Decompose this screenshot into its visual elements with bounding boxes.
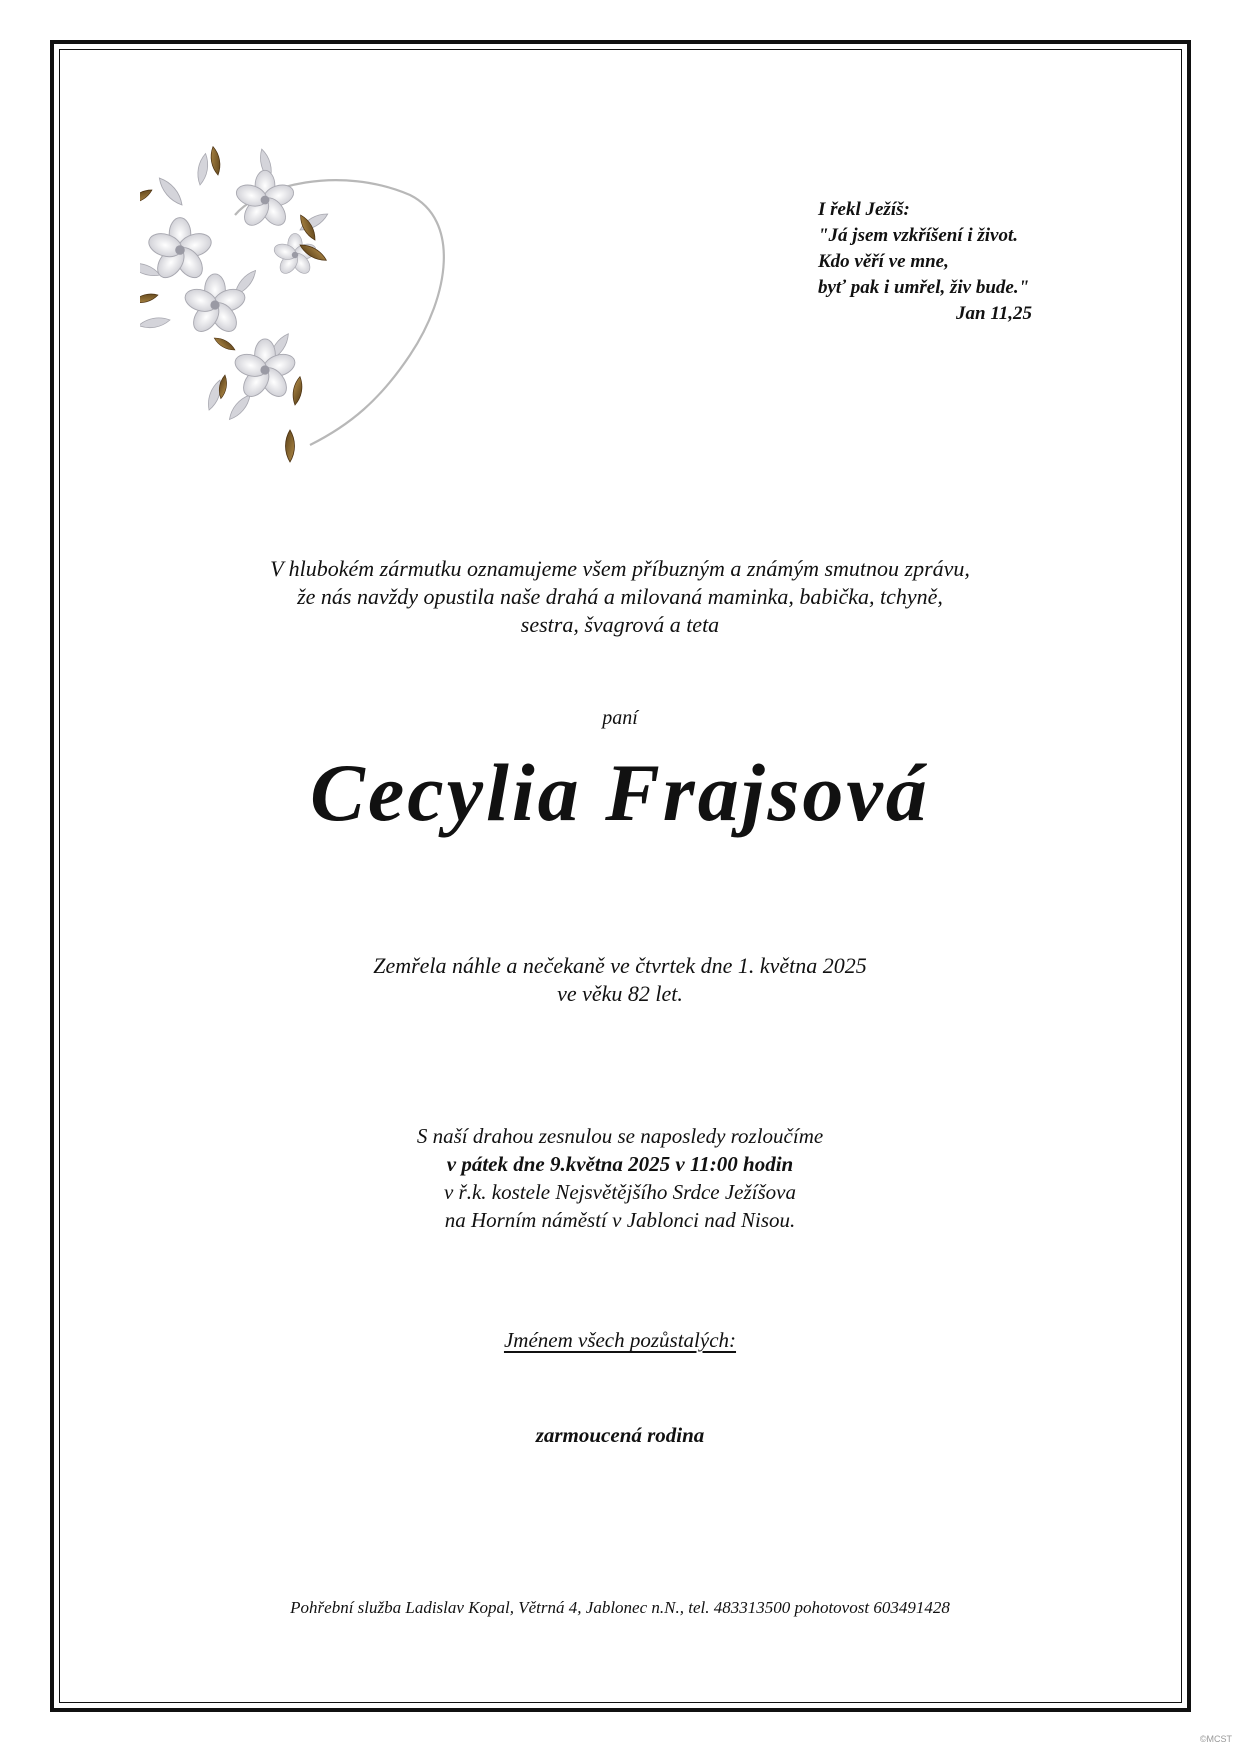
announcement-line: že nás navždy opustila naše drahá a milovaná maminka, babička, tchyně, [297,584,943,609]
bible-quote [818,197,1088,327]
funeral-intro: S naší drahou zesnulou se naposledy rozloučíme [416,1124,824,1148]
funeral-info [60,1122,1180,1234]
quote-line: I řekl Ježíš: [818,199,910,220]
funeral-datetime: v pátek dne 9.května 2025 v 11:00 hodin [446,1152,794,1176]
quote-line: byť pak i umřel, živ bude." [818,277,1030,298]
announcement-text [60,555,1180,639]
deceased-title: paní [602,707,638,729]
death-line: ve věku 82 let. [557,981,683,1006]
quote-line: "Já jsem vzkříšení i život. [818,225,1019,246]
death-line: Zemřela náhle a nečekaně ve čtvrtek dne 1. května 2025 [373,953,867,978]
death-info [60,952,1180,1008]
signature-heading: Jménem všech pozůstalých: [503,1328,737,1352]
watermark: ©MCST [1199,1734,1232,1744]
quote-line: Kdo věří ve mne, [818,251,949,272]
funeral-place-line: v ř.k. kostele Nejsvětějšího Srdce Ježíšova [443,1180,797,1204]
deceased-name: Cecylia Frajsová [310,747,930,838]
floral-heart-icon [140,145,500,505]
funeral-service-footer: Pohřební služba Ladislav Kopal, Větrná 4, Jablonec n.N., tel. 483313500 pohotovost 603491428 [290,1598,950,1617]
family-signature: zarmoucená rodina [535,1423,705,1447]
quote-reference: Jan 11,25 [956,303,1033,324]
announcement-line: sestra, švagrová a teta [520,612,720,637]
announcement-line: V hlubokém zármutku oznamujeme všem příbuzným a známým smutnou zprávu, [270,556,970,581]
funeral-place-line: na Horním náměstí v Jablonci nad Nisou. [444,1208,796,1232]
signature-heading-block [60,1328,1180,1353]
